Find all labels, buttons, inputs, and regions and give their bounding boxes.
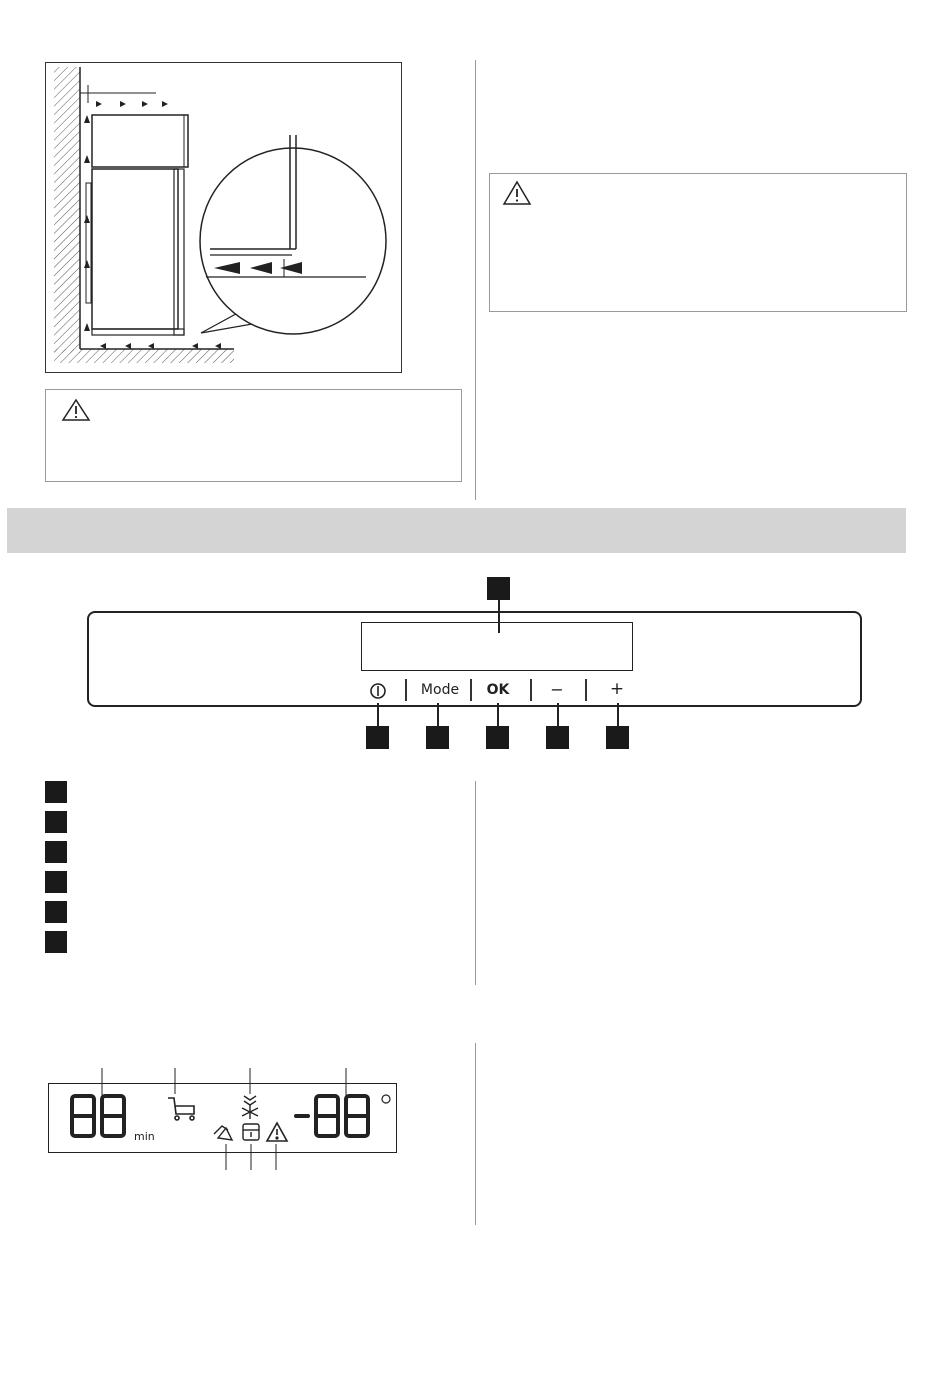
shopping-cart-icon — [168, 1098, 194, 1120]
alarm-warning-icon — [267, 1123, 287, 1141]
plus-button[interactable]: + — [609, 679, 625, 699]
legend-marker — [45, 781, 67, 803]
column-divider — [475, 781, 476, 985]
mode-button[interactable]: Mode — [420, 682, 460, 698]
callout-marker-onoff — [366, 726, 389, 749]
button-separator — [585, 679, 587, 701]
callout-line — [437, 703, 439, 726]
button-separator — [405, 679, 407, 701]
warning-triangle-icon — [61, 398, 91, 422]
installation-diagram — [45, 62, 402, 373]
callout-line — [617, 703, 619, 726]
column-divider — [475, 60, 476, 500]
callout-line — [497, 703, 499, 726]
callout-line — [557, 703, 559, 726]
callout-marker-mode — [426, 726, 449, 749]
power-icon — [366, 680, 390, 702]
legend-marker — [45, 871, 67, 893]
callout-marker-display — [487, 577, 510, 600]
section-header-bar — [7, 508, 906, 553]
legend-marker — [45, 901, 67, 923]
lcd-display-drawing — [48, 1064, 408, 1174]
callout-line — [377, 703, 379, 726]
temperature-digits — [296, 1096, 368, 1136]
warning-box-right — [489, 173, 907, 312]
legend-marker — [45, 841, 67, 863]
button-separator — [530, 679, 532, 701]
warning-triangle-icon — [502, 180, 532, 206]
timer-digits — [72, 1096, 124, 1136]
display-window — [361, 622, 633, 671]
column-divider — [475, 1043, 476, 1225]
callout-marker-ok — [486, 726, 509, 749]
degree-icon — [382, 1095, 390, 1103]
minus-button[interactable]: − — [550, 680, 564, 699]
ok-button[interactable]: OK — [486, 682, 510, 698]
legend-marker — [45, 811, 67, 833]
onoff-button[interactable] — [366, 680, 390, 702]
door-lock-icon — [243, 1124, 259, 1140]
timer-unit-label: min — [134, 1130, 155, 1143]
callout-marker-plus — [606, 726, 629, 749]
fast-freeze-icon — [242, 1096, 258, 1119]
ventilation-diagram-svg — [46, 63, 401, 372]
warning-box-left — [45, 389, 462, 482]
callout-marker-minus — [546, 726, 569, 749]
button-separator — [470, 679, 472, 701]
clean-icon — [214, 1126, 232, 1140]
legend-marker — [45, 931, 67, 953]
